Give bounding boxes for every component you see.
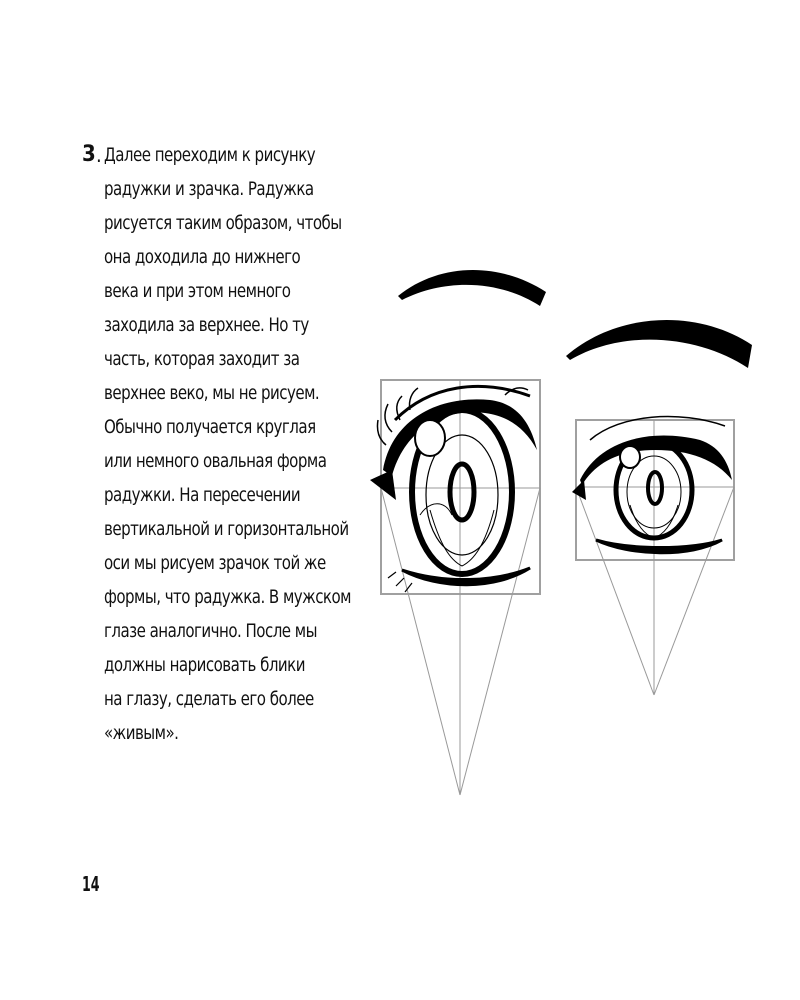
small-eyebrow (566, 320, 752, 368)
text-line: оси мы рисуем зрачок той же (104, 552, 326, 574)
text-line: или немного овальная форма (104, 450, 327, 472)
text-line: вертикальной и горизонтальной (104, 518, 349, 540)
large-eye (370, 270, 546, 795)
text-line: формы, что радужка. В мужском (104, 586, 351, 608)
small-lower-lid (596, 540, 722, 553)
small-highlight (620, 446, 640, 468)
text-line: радужки. На пересечении (104, 484, 301, 506)
eye-illustration (360, 255, 790, 815)
text-line: должны нарисовать блики (104, 654, 305, 676)
text-line: верхнее веко, мы не рисуем. (104, 382, 320, 404)
text-line: Обычно получается круглая (104, 416, 316, 438)
large-pupil (450, 464, 474, 520)
text-line: рисуется таким образом, чтобы (104, 212, 342, 234)
text-line: заходила за верхнее. Но ту (104, 314, 309, 336)
text-line: радужки и зрачка. Радужка (104, 178, 314, 200)
text-line: она доходила до нижнего (104, 246, 301, 268)
text-line: Далее переходим к рисунку (104, 144, 316, 166)
small-pupil (648, 472, 662, 504)
text-line: на глазу, сделать его более (104, 688, 314, 710)
large-eyebrow (398, 270, 546, 306)
step-separator: . (96, 143, 102, 167)
step-paragraph (104, 138, 394, 750)
large-lower-lashes (388, 572, 412, 592)
text-line: века и при этом немного (104, 280, 291, 302)
small-outer-corner (572, 480, 586, 500)
step-number: 3 (82, 142, 96, 167)
text-line: часть, которая заходит за (104, 348, 300, 370)
small-eye (566, 320, 752, 695)
large-highlight (415, 420, 445, 456)
text-line: глазе аналогично. После мы (104, 620, 317, 642)
text-line: «живым». (104, 722, 179, 744)
page-number: 14 (82, 872, 100, 896)
